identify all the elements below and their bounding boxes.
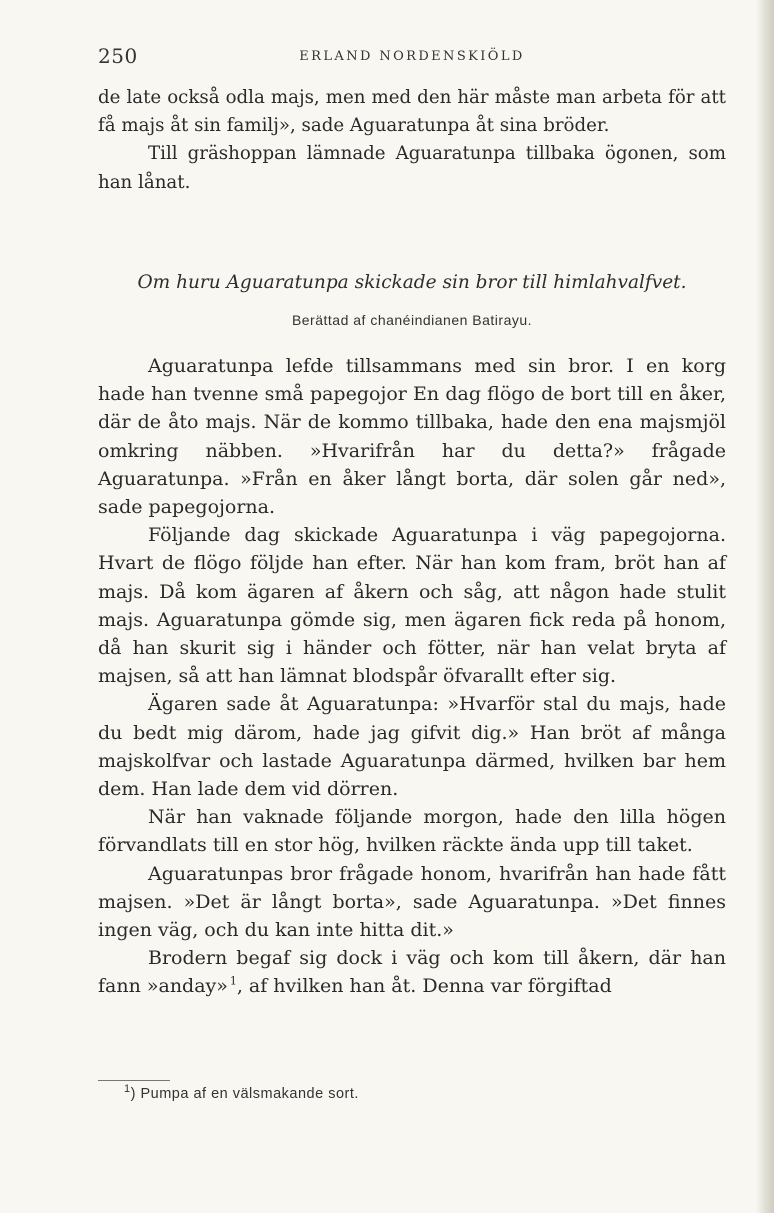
footnote-reference: 1	[229, 975, 237, 989]
footnote-divider	[98, 1080, 170, 1081]
footnote	[124, 1083, 359, 1102]
narrator-line: Berättad af chanéindianen Batirayu.	[291, 312, 533, 328]
footnote-marker: 1	[124, 1083, 131, 1096]
paragraph-text: , af hvilken han åt. Denna var förgiftad	[236, 975, 612, 998]
continued-text	[98, 84, 726, 197]
footnote-text: ) Pumpa af en välsmakande sort.	[130, 1086, 359, 1102]
paragraph: När han vaknade följande morgon, hade den lilla högen förvandlats till en stor hög, hvilken räckte ända upp till taket.	[98, 806, 726, 857]
paragraph: Följande dag skickade Aguaratunpa i väg papegojorna. Hvart de flögo följde han efter. När han kom fram, bröt han af majs. Då kom ägaren af åkern och såg, att någon hade stulit majs. Aguaratunpa gömde sig, men ägaren fick reda på honom, då han skurit sig i händer och fötter, när han velat bryta af majsen, så att han lämnat blodspår öfvarallt efter sig.	[98, 524, 726, 688]
paragraph: Ägaren sade åt Aguaratunpa: »Hvarför stal du majs, hade du bedt mig därom, hade jag gifvit dig.» Han bröt af många majskolfvar och lastade Aguaratunpa därmed, hvilken bar hem dem. Han lade dem vid dörren.	[98, 693, 726, 801]
story-body	[98, 352, 726, 1001]
running-head: ERLAND NORDENSKIÖLD	[299, 49, 525, 64]
paragraph: de late också odla majs, men med den här måste man arbeta för att få majs åt sin familj», sade Aguaratunpa åt sina bröder.	[98, 87, 726, 137]
paragraph-text: Brodern begaf sig dock i väg och kom till åkern, där han fann »anday»	[98, 947, 726, 998]
page-header	[98, 44, 726, 74]
page-number: 250	[98, 44, 138, 68]
paragraph: Aguaratunpa lefde tillsammans med sin bror. I en korg hade han tvenne små papegojor En dag flögo de bort till en åker, där de åto majs. När de kommo tillbaka, hade den ena majsmjöl omkring näbben. »Hvarifrån har du detta?» frågade Aguaratunpa. »Från en åker långt borta, där solen går ned», sade papegojorna.	[98, 355, 726, 519]
story-title: Om huru Aguaratunpa skickade sin bror till himlahvalfvet.	[137, 272, 687, 293]
paragraph: Till gräshoppan lämnade Aguaratunpa tillbaka ögonen, som han lånat.	[98, 143, 726, 193]
paragraph: Aguaratunpas bror frågade honom, hvarifrån han hade fått majsen. »Det är långt borta», sade Aguaratunpa. »Det finnes ingen väg, och du kan inte hitta dit.»	[98, 862, 726, 942]
paragraph	[98, 944, 726, 1000]
page-edge-shadow	[756, 0, 774, 1213]
